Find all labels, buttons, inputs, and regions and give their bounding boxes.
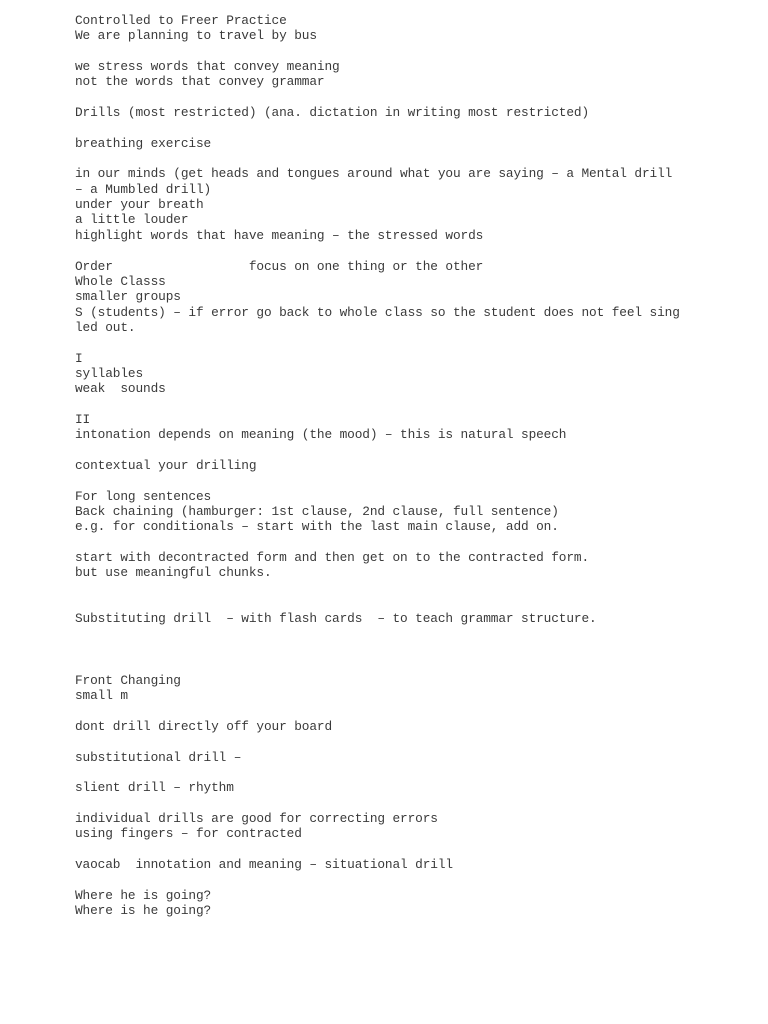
- text-line: For long sentences: [75, 488, 212, 504]
- text-line: using fingers – for contracted: [75, 826, 302, 842]
- text-line: Drills (most restricted) (ana. dictation in writing most restricted): [75, 105, 590, 121]
- text-line: [75, 657, 715, 672]
- text-line: Where is he going?: [75, 902, 212, 918]
- text-line: individual drills are good for correcting errors: [75, 810, 438, 826]
- text-line: Whole Classs: [75, 273, 166, 289]
- text-line: substitutional drill –: [75, 749, 242, 765]
- text-line: [75, 842, 715, 857]
- text-line: under your breath: [75, 197, 204, 213]
- document-body: [75, 13, 715, 918]
- text-line: [75, 120, 715, 135]
- text-line: [75, 581, 715, 596]
- text-line: [75, 443, 715, 458]
- text-line: [75, 90, 715, 105]
- text-line: weak sounds: [75, 381, 166, 397]
- text-line: [75, 703, 715, 718]
- text-line: [75, 397, 715, 412]
- text-line: smaller groups: [75, 289, 181, 305]
- text-line: – a Mumbled drill): [75, 181, 212, 197]
- text-line: [75, 243, 715, 258]
- text-line: [75, 642, 715, 657]
- text-line: [75, 627, 715, 642]
- text-line: vaocab innotation and meaning – situational drill: [75, 856, 453, 872]
- text-line: slient drill – rhythm: [75, 780, 234, 796]
- text-line: Order focus on one thing or the other: [75, 258, 484, 274]
- text-line: dont drill directly off your board: [75, 718, 333, 734]
- text-line: small m: [75, 688, 128, 704]
- text-line: S (students) – if error go back to whole class so the student does not feel sing: [75, 304, 680, 320]
- text-line: in our minds (get heads and tongues around what you are saying – a Mental drill: [75, 166, 673, 182]
- text-line: [75, 796, 715, 811]
- text-line: [75, 596, 715, 611]
- text-line: e.g. for conditionals – start with the last main clause, add on.: [75, 519, 559, 535]
- text-line: but use meaningful chunks.: [75, 565, 272, 581]
- text-line: Controlled to Freer Practice: [75, 13, 287, 28]
- text-line: start with decontracted form and then get on to the contracted form.: [75, 550, 590, 566]
- text-line: Front Changing: [75, 672, 181, 688]
- text-line: [75, 872, 715, 887]
- text-line: not the words that convey grammar: [75, 74, 325, 90]
- text-line: Where he is going?: [75, 887, 212, 903]
- text-line: [75, 151, 715, 166]
- text-line: [75, 44, 715, 59]
- text-line: we stress words that convey meaning: [75, 59, 340, 75]
- text-line: [75, 473, 715, 488]
- text-line: [75, 734, 715, 749]
- text-line: a little louder: [75, 212, 189, 228]
- text-line: highlight words that have meaning – the stressed words: [75, 227, 484, 243]
- text-line: intonation depends on meaning (the mood) – this is natural speech: [75, 427, 567, 443]
- text-line: [75, 335, 715, 350]
- text-line: [75, 535, 715, 550]
- text-line: breathing exercise: [75, 135, 212, 151]
- text-line: We are planning to travel by bus: [75, 28, 317, 44]
- text-line: Back chaining (hamburger: 1st clause, 2nd clause, full sentence): [75, 504, 559, 519]
- text-line: contextual your drilling: [75, 457, 257, 473]
- text-line: [75, 765, 715, 780]
- text-line: Substituting drill – with flash cards – to teach grammar structure.: [75, 611, 597, 627]
- text-line: II: [75, 411, 91, 427]
- text-line: I: [75, 350, 83, 366]
- text-line: syllables: [75, 365, 144, 381]
- text-line: led out.: [75, 319, 136, 335]
